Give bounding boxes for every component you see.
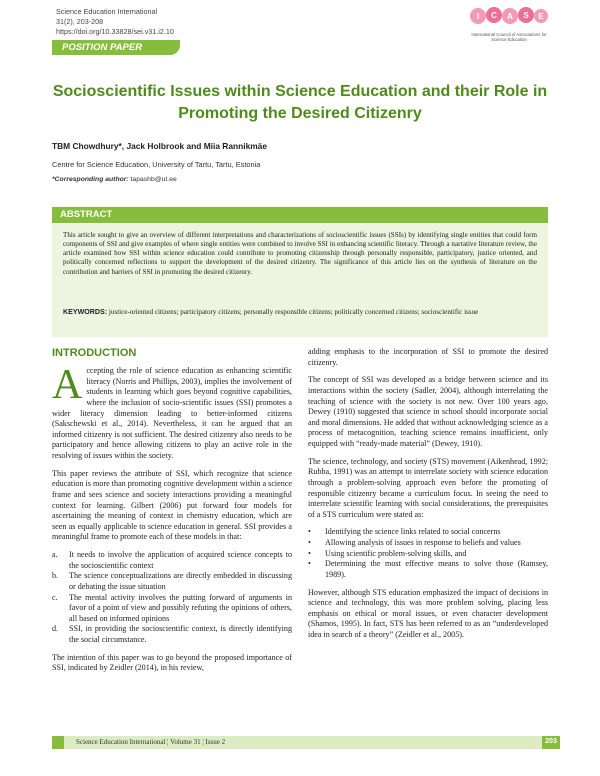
left-column	[52, 347, 292, 681]
bullet-text: Using scientific problem-solving skills, and	[325, 548, 467, 558]
bullet-item	[308, 549, 548, 560]
context-model-list	[52, 550, 292, 646]
list-item	[52, 571, 292, 592]
intro-paragraph-1-text: ccepting the role of science education as enhancing scientific literacy (Norris and Phillips, 2003), implies the involvement of students in learning which goes beyond cognitive capabilities, where the inclusion of socio-scientific issues (SSI) promotes a wider literacy dimension leading to better-informed citizens (Sakschewski et al., 2014). Nevertheless, it can be argued that an informed citizenry is not sufficient. The desired citizenry also needs to be participatory and hence allowing citizens to play an active role in the resolving of issues within the society.	[52, 366, 292, 460]
page-number-box	[542, 736, 560, 749]
authors: TBM Chowdhury*, Jack Holbrook and Miia Rannikmäe	[52, 141, 267, 151]
bullet-icon: •	[308, 559, 311, 569]
intro-paragraph-3: The intention of this paper was to go beyond the proposed importance of SSI, indicated by Zeidler (2014), in his review,	[52, 652, 292, 673]
bullet-icon: •	[308, 548, 311, 558]
list-item-text: The science conceptualizations are directly embedded in discussing or debating the issue situation	[69, 571, 292, 591]
logo-letter-4: S	[523, 11, 529, 20]
list-item-text: The mental activity involves the putting forward of arguments in favor of a point of view and possibly refuting the opinions of others, all based on informed opinions	[69, 592, 292, 623]
list-marker: c.	[52, 592, 58, 602]
right-paragraph-2: The concept of SSI was developed as a bridge between science and its interactions within the society (Sadler, 2004), although interrelating the teaching of science with the society is not new. Over 100 years ago, Dewey (1910) suggested that science in school should incorporate social and moral dimensions. He added that without acknowledging science as a process of metacognition, teaching science remains insufficient, only equipped with “ready-made material” (Dewey, 1910).	[308, 375, 548, 448]
position-paper-label: POSITION PAPER	[62, 42, 143, 53]
right-paragraph-4: However, although STS education emphasized the impact of decisions in science and technology, this was more problem solving, placing less emphasis on ethical or moral issues, or even character development (Shamos, 1995). In fact, STS has been referred to as an “underdeveloped idea in search of a theory” (Zeidler et al., 2005).	[308, 587, 548, 639]
logo-letter-2: C	[491, 11, 497, 20]
page-number: 203	[545, 738, 557, 745]
logo-letter-5: E	[538, 12, 544, 21]
paper-title: Socioscientific Issues within Science Education and their Role in Promoting the Desired Citizenry	[52, 83, 548, 122]
keywords-label: KEYWORDS:	[63, 308, 108, 316]
list-marker: d.	[52, 624, 59, 634]
bullet-item	[308, 559, 548, 580]
bullet-item	[308, 527, 548, 538]
keywords	[63, 308, 537, 317]
list-item	[52, 550, 292, 571]
bullet-text: Allowing analysis of issues in response to beliefs and values	[325, 538, 521, 547]
intro-paragraph-2: This paper reviews the attribute of SSI, which recognize that science education is more than promoting cognitive development within a science frame and sees science and society interactions providing a meaningful context for learning. Gilbert (2006) put forward four models for ascertaining the meaning of context in chemistry education, which are seen as equally applicable to science education in general. SSI provides a meaningful frame to promote each of these models in that:	[52, 468, 292, 542]
abstract-text: This article sought to give an overview of different interpretations and characterizations of socioscientific issues (SSIs) by identifying single entities that could form components of SSI and give examples of where single entities were combined to involve SSI in enhancing scientific literacy. Through a narrative literature review, the article examined how SSI within science education could contribute to promoting citizenship through personally responsible, participatory, justice oriented, and politically concerned reflections to support the development of the desired citizenry. The significance of this article lies on the synthesis of literature on the contribution and barriers of SSI in promoting the desired citizenry.	[63, 231, 537, 276]
affiliation: Centre for Science Education, University of Tartu, Tartu, Estonia	[52, 160, 261, 169]
bullet-text: Identifying the science links related to social concerns	[325, 527, 501, 537]
abstract-band	[52, 207, 548, 223]
position-paper-band	[52, 40, 180, 55]
corresponding-email[interactable]: tapashb@ut.ee	[130, 176, 177, 183]
abstract-box	[52, 207, 548, 337]
footer-text: Science Education International ¦ Volume 31 ¦ Issue 2	[76, 738, 226, 746]
abstract-heading: ABSTRACT	[60, 209, 113, 220]
bullet-text: Determining the most effective means to solve those (Ramsey, 1989).	[325, 559, 548, 579]
keywords-text: justice-oriented citizens; participatory citizens; personally responsible citizens; politically concerned citizens; socioscientific issue	[108, 308, 479, 316]
list-item	[52, 593, 292, 625]
list-item	[52, 624, 292, 645]
list-item-text: It needs to involve the application of acquired science concepts to the socioscientific context	[69, 550, 292, 570]
right-paragraph-3: The science, technology, and society (STS) movement (Aikenhead, 1992; Rubba, 1991) was an attempt to interrelate society with science education through a problem-solving approach even before the promoting of responsible citizenry became a curriculum focus. In seeing the need to interrelate scientific learning with social considerations, the prerequisites of a STS curriculum were stated as:	[308, 456, 548, 519]
bullet-icon: •	[308, 527, 311, 537]
drop-cap: A	[52, 362, 83, 408]
footer-band	[52, 736, 557, 749]
logo-caption: International Council of Associations for Science Education	[471, 32, 547, 42]
right-paragraph-1: adding emphasis to the incorporation of SSI to promote the desired citizenry.	[308, 347, 548, 367]
bullet-icon: •	[308, 538, 311, 547]
right-column	[308, 347, 548, 648]
issue-pages: 31(2), 203-208	[56, 17, 104, 26]
introduction-heading: INTRODUCTION	[52, 347, 137, 359]
list-item-text: SSI, in providing the socioscientific context, is directly identifying the social circumstance.	[69, 624, 292, 644]
bullet-item	[308, 538, 548, 549]
list-marker: a.	[52, 550, 58, 559]
sts-prerequisites-list	[308, 527, 548, 580]
logo-letter-1: I	[476, 12, 480, 21]
intro-paragraph-1	[52, 362, 292, 462]
corresponding-author	[52, 176, 177, 183]
journal-name: Science Education International	[56, 7, 158, 16]
corresponding-label: *Corresponding author:	[52, 176, 129, 183]
logo-letter-3: A	[507, 12, 513, 21]
doi-link[interactable]: https://doi.org/10.33828/sei.v31.i2.10	[56, 27, 174, 36]
list-marker: b.	[52, 571, 59, 581]
